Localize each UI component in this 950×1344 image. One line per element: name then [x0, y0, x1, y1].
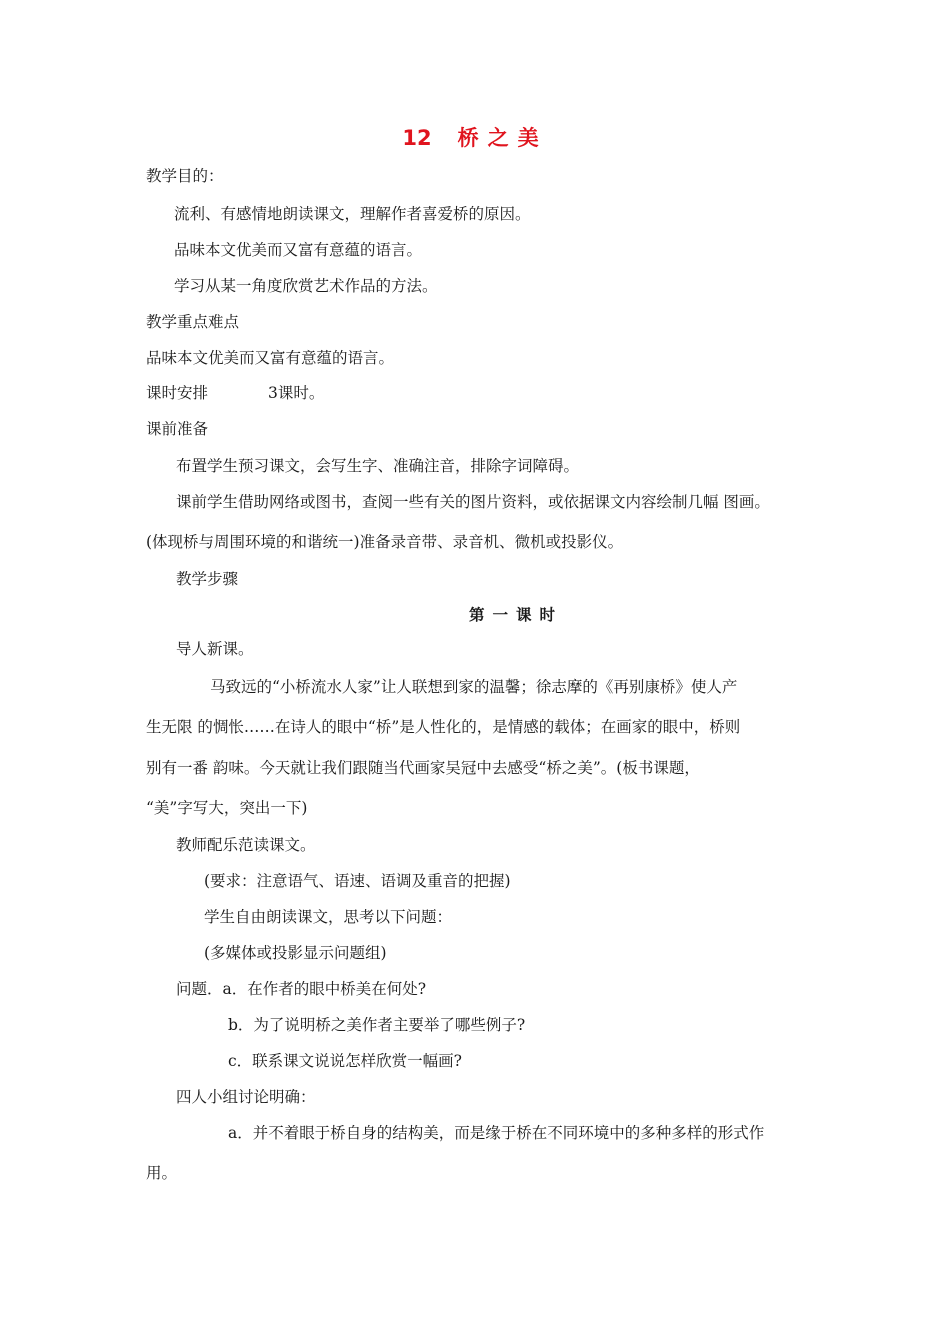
objective-item: 品味本文优美而又富有意蕴的语言。 — [174, 241, 423, 259]
intro-heading: 导人新课。 — [176, 640, 254, 658]
lesson-name: 桥之美 — [457, 126, 548, 150]
preparation-line: (体现桥与周围环境的和谐统一)准备录音带、录音机、微机或投影仪。 — [146, 533, 624, 551]
schedule-value: 3课时。 — [268, 384, 325, 402]
key-points-heading: 教学重点难点 — [146, 313, 240, 331]
steps-heading: 教学步骤 — [176, 570, 239, 588]
preparation-line: 布置学生预习课文，会写生字、准确注音，排除字词障碍。 — [176, 457, 580, 475]
schedule-label: 课时安排 — [146, 384, 209, 402]
intro-line: 别有一番 韵味。今天就让我们跟随当代画家吴冠中去感受“桥之美”。(板书课题， — [146, 759, 700, 777]
discussion-heading: 四人小组讨论明确： — [176, 1088, 316, 1106]
question-item: c．联系课文说说怎样欣赏一幅画? — [228, 1052, 462, 1070]
question-row — [176, 978, 426, 1000]
answer-line: 用。 — [146, 1164, 178, 1182]
question-item: a．在作者的眼中桥美在何处? — [222, 980, 427, 998]
reading-requirement: (要求：注意语气、语速、语调及重音的把握) — [204, 872, 511, 890]
intro-line: “美”字写大，突出一下) — [146, 799, 308, 817]
display-note: (多媒体或投影显示问题组) — [204, 944, 387, 962]
preparation-line: 课前学生借助网络或图书，查阅一些有关的图片资料，或依据课文内容绘制几幅 图画。 — [176, 493, 770, 511]
lesson-heading: 第一课时 — [468, 606, 563, 624]
intro-line: 马致远的“小桥流水人家”让人联想到家的温馨；徐志摩的《再别康桥》使人产 — [210, 678, 738, 696]
answer-line: a．并不着眼于桥自身的结构美，而是缘于桥在不同环境中的多种多样的形式作 — [228, 1124, 765, 1142]
objective-item: 流利、有感情地朗读课文，理解作者喜爱桥的原因。 — [174, 205, 531, 223]
question-item: b．为了说明桥之美作者主要举了哪些例子? — [228, 1016, 526, 1034]
teacher-reading: 教师配乐范读课文。 — [176, 836, 316, 854]
questions-label: 问题． — [176, 980, 223, 998]
objective-item: 学习从某一角度欣赏艺术作品的方法。 — [174, 277, 438, 295]
key-points-text: 品味本文优美而又富有意蕴的语言。 — [146, 349, 395, 367]
intro-line: 生无限 的惆怅……在诗人的眼中“桥”是人性化的，是情感的载体；在画家的眼中，桥则 — [146, 718, 741, 736]
schedule-line — [146, 382, 324, 404]
lesson-number: 12 — [402, 126, 432, 150]
document-title — [0, 124, 950, 152]
objectives-heading: 教学目的： — [146, 167, 224, 185]
student-reading: 学生自由朗读课文，思考以下问题： — [204, 908, 453, 926]
preparation-heading: 课前准备 — [146, 420, 209, 438]
